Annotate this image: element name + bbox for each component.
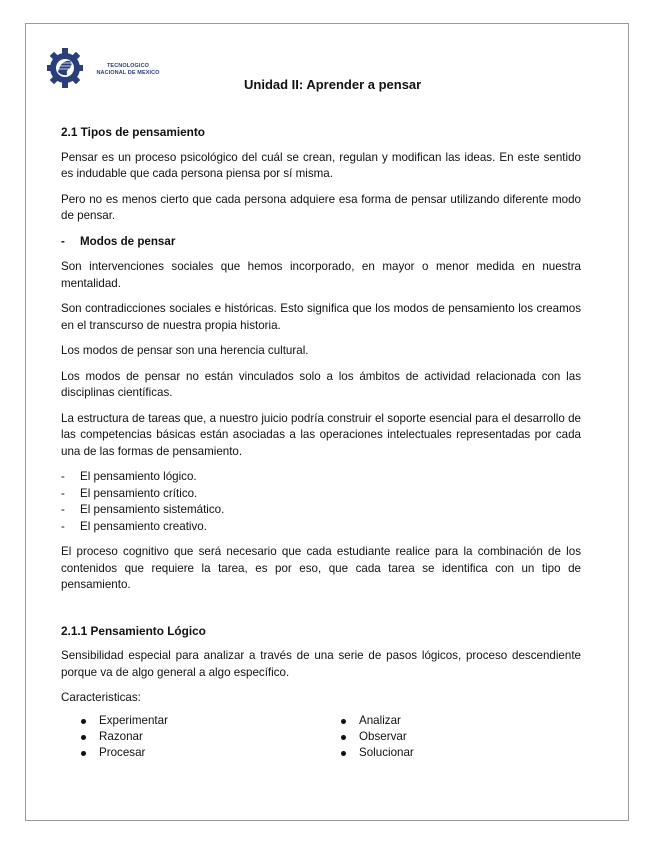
paragraph: El proceso cognitivo que será necesario que cada estudiante realice para la combinación de los contenidos que requiere la tarea, es por eso, que cada tarea se identifica con un tipo de pensamiento.	[61, 545, 581, 591]
thinking-types-list	[61, 469, 581, 535]
paragraph: Son contradicciones sociales e históricas. Esto significa que los modos de pensamiento los creamos en el transcurso de nuestra propia historia.	[61, 302, 581, 332]
caracteristicas-label: Caracteristicas:	[61, 691, 141, 704]
bullet-icon	[81, 735, 86, 740]
list-item	[321, 745, 581, 761]
tecnm-logo	[46, 46, 84, 90]
characteristics-column-left	[61, 713, 321, 761]
logo-line-1: TECNOLOGICO	[106, 63, 150, 69]
list-item: - El pensamiento creativo.	[61, 519, 207, 533]
list-item-label: Procesar	[99, 745, 146, 759]
logo-text	[88, 63, 168, 77]
bullet-icon	[81, 751, 86, 756]
list-item-label: Razonar	[99, 729, 143, 743]
list-item: - El pensamiento lógico.	[61, 470, 197, 483]
list-item	[61, 729, 321, 745]
paragraph: Sensibilidad especial para analizar a través de una serie de pasos lógicos, proceso descendiente porque va de algo general a algo específico.	[61, 649, 581, 679]
list-item: - El pensamiento crítico.	[61, 486, 198, 500]
paragraph: La estructura de tareas que, a nuestro juicio podría construir el soporte esencial para el desarrollo de las competencias básicas están asociadas a las operaciones intelectuales representadas por cada una de las formas de pensamiento.	[61, 411, 581, 458]
document-title: Unidad II: Aprender a pensar	[244, 77, 422, 92]
list-item	[61, 745, 321, 761]
characteristics-columns	[61, 713, 581, 761]
bullet-icon	[81, 719, 86, 724]
list-item	[61, 713, 321, 729]
list-item	[321, 729, 581, 745]
subheading-modos	[61, 234, 581, 251]
section-heading-tipos: 2.1 Tipos de pensamiento	[61, 125, 206, 139]
list-item-label: Experimentar	[99, 713, 168, 727]
bullet-icon	[341, 719, 346, 724]
document-page	[25, 23, 629, 821]
page-header	[46, 44, 616, 104]
bullet-icon	[341, 735, 346, 740]
list-item: - El pensamiento sistemático.	[61, 503, 225, 516]
list-item-label: El pensamiento crítico.	[80, 486, 198, 500]
characteristics-column-right	[321, 713, 581, 761]
list-item-label: El pensamiento lógico.	[80, 470, 197, 483]
list-item-label: Observar	[359, 729, 407, 743]
list-item-label: Solucionar	[359, 745, 414, 759]
list-item-label: El pensamiento creativo.	[80, 519, 207, 533]
document-body	[61, 124, 581, 761]
paragraph: Los modos de pensar no están vinculados solo a los ámbitos de actividad relacionada con las disciplinas científicas.	[61, 369, 581, 399]
logo-line-2: NACIONAL DE MEXICO	[96, 70, 160, 76]
paragraph: Pensar es un proceso psicológico del cuál se crean, regulan y modifican las ideas. En este sentido es indudable que cada persona piensa por sí misma.	[61, 150, 581, 180]
subheading-modos-label: Modos de pensar	[80, 234, 176, 248]
paragraph: Pero no es menos cierto que cada persona adquiere esa forma de pensar utilizando diferente modo de pensar.	[61, 192, 581, 222]
section-heading-logico: 2.1.1 Pensamiento Lógico	[61, 623, 206, 638]
bullet-icon	[341, 751, 346, 756]
list-item	[321, 713, 581, 729]
paragraph: Son intervenciones sociales que hemos incorporado, en mayor o menor medida en nuestra mentalidad.	[61, 260, 581, 290]
paragraph: Los modos de pensar son una herencia cultural.	[61, 344, 309, 357]
list-item-label: El pensamiento sistemático.	[80, 503, 225, 516]
list-item-label: Analizar	[359, 713, 401, 727]
dash-marker: -	[61, 234, 65, 248]
